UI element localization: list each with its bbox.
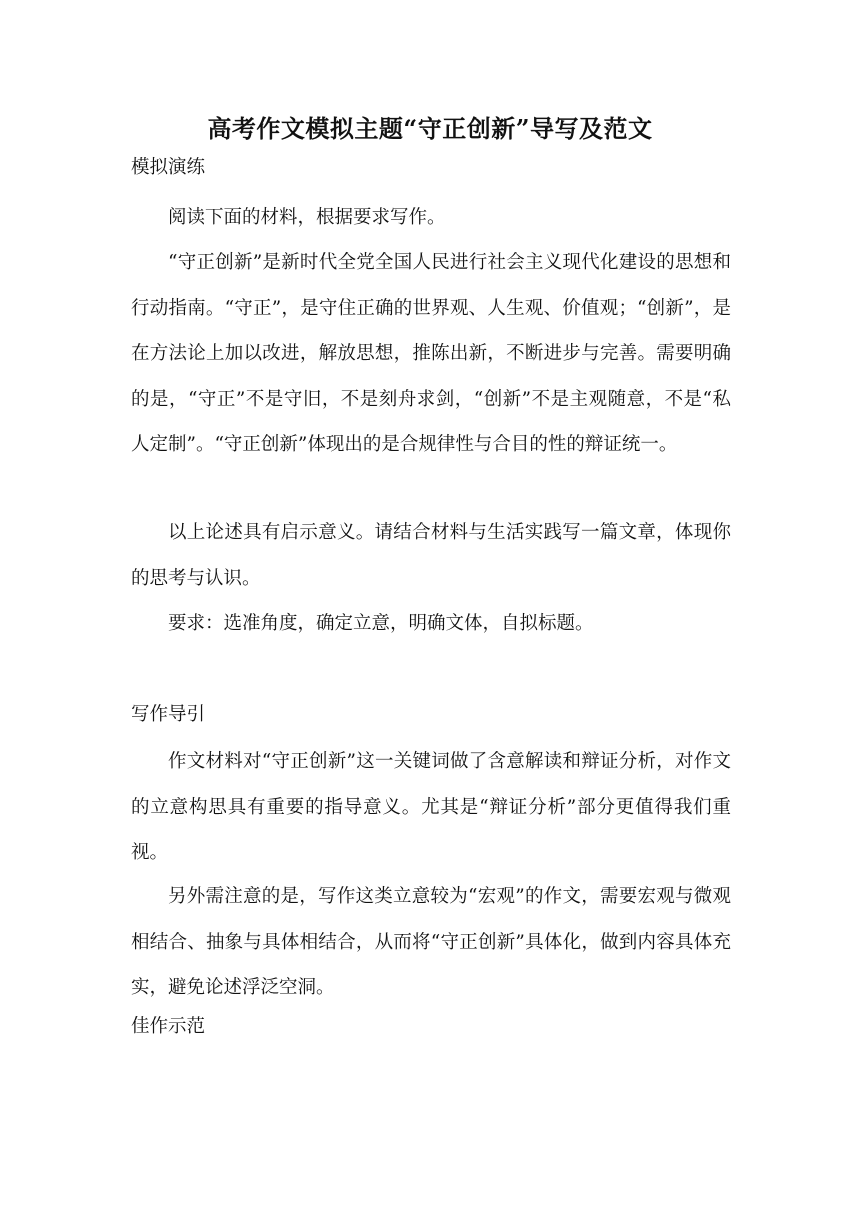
paragraph-prompt: 以上论述具有启示意义。请结合材料与生活实践写一篇文章，体现你的思考与认识。 — [131, 522, 731, 589]
paragraph-guide-analysis: 作文材料对“守正创新”这一关键词做了含意解读和辩证分析，对作文的立意构思具有重要的指导意义。尤其是“辩证分析”部分更值得我们重视。 — [131, 751, 731, 863]
paragraph-material: “守正创新”是新时代全党全国人民进行社会主义现代化建设的思想和行动指南。“守正”，是守住正确的世界观、人生观、价值观；“创新”，是在方法论上加以改进，解放思想，推陈出新，不断进步与完善。需要明确的是，“守正”不是守旧，不是刻舟求剑，“创新”不是主观随意，不是“私人定制”。“守正创新”体现出的是合规律性与合目的性的辩证统一。 — [131, 252, 731, 455]
paragraph-guide-note: 另外需注意的是，写作这类立意较为“宏观”的作文，需要宏观与微观相结合、抽象与具体相结合，从而将“守正创新”具体化，做到内容具体充实，避免论述浮泛空洞。 — [131, 886, 731, 998]
document-title: 高考作文模拟主题“守正创新”导写及范文 — [207, 114, 653, 143]
section-heading-practice: 模拟演练 — [131, 157, 206, 178]
paragraph-requirements: 要求：选准角度，确定立意，明确文体，自拟标题。 — [168, 613, 594, 634]
section-heading-guide: 写作导引 — [131, 704, 206, 725]
section-heading-example: 佳作示范 — [131, 1016, 206, 1037]
paragraph-instruction: 阅读下面的材料，根据要求写作。 — [168, 207, 446, 228]
